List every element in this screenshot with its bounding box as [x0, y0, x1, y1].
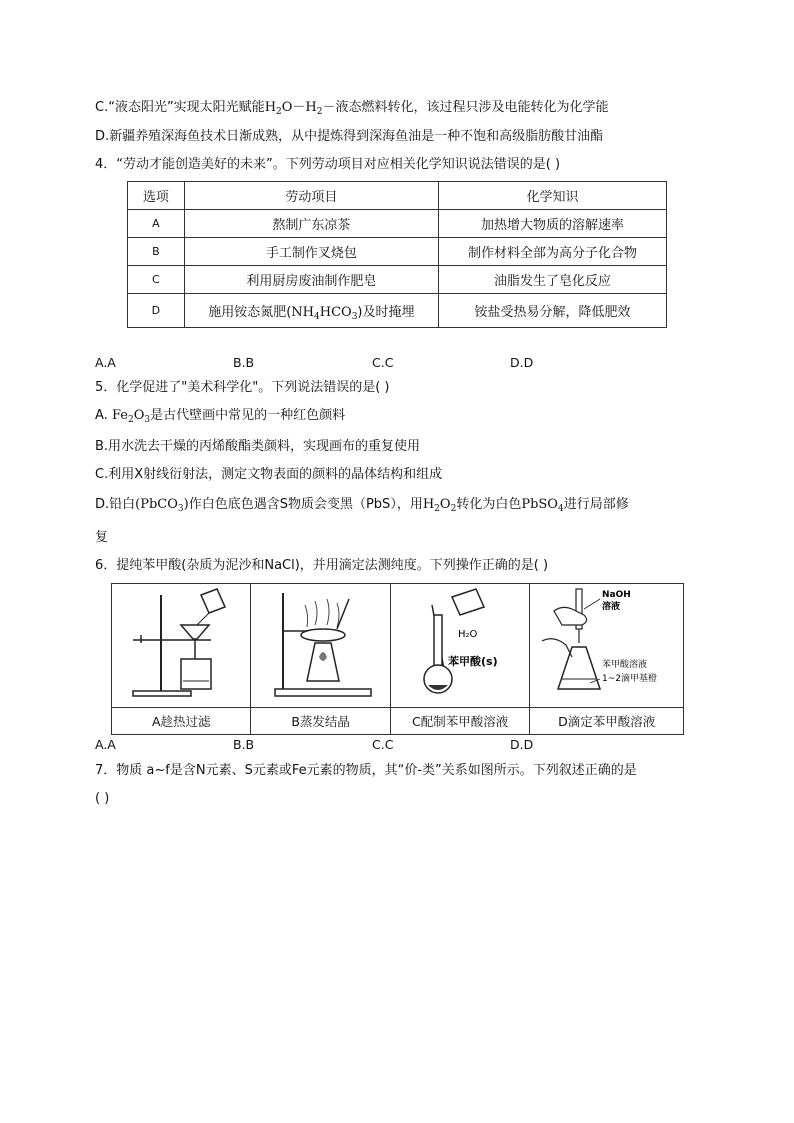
q5-d-prefix: D.铅白 — [95, 497, 136, 512]
q5-stem: 5．化学促进了"美术科学化"。下列说法错误的是( ) — [95, 380, 390, 395]
q3-c-prefix: C.“液态阳光”实现太阳光赋能 — [95, 100, 265, 115]
q5-a-prefix: A. — [95, 408, 108, 423]
q6-caption-d: D滴定苯甲酸溶液 — [530, 708, 684, 735]
q5-d-formula-1: (PbCO$_3$) — [135, 497, 189, 514]
q4-row-d-project-prefix: 施用铵态氮肥( — [208, 305, 292, 320]
filtration-apparatus-icon — [113, 585, 249, 703]
q4-row-b-knowledge: 制作材料全部为高分子化合物 — [438, 238, 666, 266]
q4-row-d-project — [184, 294, 438, 328]
q4-choice-c[interactable]: C.C — [372, 355, 394, 370]
q7-stem-continued: ( ) — [95, 791, 110, 806]
q4-row-c-knowledge: 油脂发生了皂化反应 — [438, 266, 666, 294]
q4-row-c-project: 利用厨房废油制作肥皂 — [184, 266, 438, 294]
q4-row-d-formula: $NH_4HCO_3$ — [291, 305, 358, 322]
q4-row-b-project: 手工制作叉烧包 — [184, 238, 438, 266]
q3-option-d: D.新疆养殖深海鱼技术日渐成熟，从中提炼得到深海鱼油是一种不饱和高级脂肪酸甘油酯 — [95, 129, 604, 144]
q3-c-suffix: 液态燃料转化，该过程只涉及电能转化为化学能 — [335, 100, 609, 115]
q4-row-a-project: 熬制广东凉茶 — [184, 210, 438, 238]
q6-apparatus-figure — [111, 583, 684, 735]
q6-caption-c: C配制苯甲酸溶液 — [390, 708, 529, 735]
q5-a-formula: $Fe_2O_3$ — [111, 408, 151, 425]
q6-panel-a — [112, 584, 251, 708]
q5-d-mid-1: 作白色底色遇含S物质会变黑（PbS），用 — [188, 497, 423, 512]
q5-option-d — [95, 495, 629, 515]
q6-stem: 6．提纯苯甲酸(杂质为泥沙和NaCl)，并用滴定法测纯度。下列操作正确的是( ) — [95, 558, 549, 573]
q4-header-project: 劳动项目 — [184, 182, 438, 210]
q4-row-d-project-suffix: )及时掩埋 — [357, 305, 415, 320]
q4-header-knowledge: 化学知识 — [438, 182, 666, 210]
q4-row-b-option: B — [128, 238, 185, 266]
q7-stem: 7．物质 a~f是含N元素、S元素或Fe元素的物质，其“价-类”关系如图所示。下列叙述正确的是 — [95, 763, 637, 778]
q4-row-d-knowledge: 铵盐受热易分解，降低肥效 — [438, 294, 666, 328]
q5-option-a — [95, 406, 345, 426]
titration-apparatus-icon — [532, 585, 682, 703]
volumetric-flask-icon — [392, 585, 528, 703]
panel-d-naoh-label: NaOH — [601, 589, 631, 600]
q6-caption-b: B蒸发结晶 — [251, 708, 390, 735]
q5-d-formula-3: PbSO$_4$ — [521, 497, 564, 514]
q6-panel-d — [530, 584, 684, 708]
q6-choice-c[interactable]: C.C — [372, 737, 394, 752]
q5-option-c: C.利用X射线衍射法，测定文物表面的颜料的晶体结构和组成 — [95, 467, 443, 482]
q6-caption-a: A趁热过滤 — [112, 708, 251, 735]
q5-a-suffix: 是古代壁画中常见的一种红色颜料 — [150, 408, 346, 423]
q4-row-c-option: C — [128, 266, 185, 294]
q3-c-formula: $H_2O-H_2-$ — [264, 100, 336, 117]
q6-choice-a[interactable]: A.A — [95, 737, 116, 752]
q6-panel-c — [390, 584, 529, 708]
q5-d-mid-2: 转化为白色 — [456, 497, 522, 512]
q3-option-c — [95, 98, 609, 118]
q5-option-b: B.用水洗去干燥的丙烯酸酯类颜料，实现画布的重复使用 — [95, 439, 421, 454]
q4-row-a-option: A — [128, 210, 185, 238]
panel-c-water-label: H₂O — [458, 628, 478, 640]
q4-table — [127, 181, 667, 328]
q4-header-option: 选项 — [128, 182, 185, 210]
q4-choice-b[interactable]: B.B — [233, 355, 255, 370]
q4-row-d-option: D — [128, 294, 185, 328]
panel-c-solid-label: 苯甲酸(s) — [448, 654, 498, 668]
q6-panel-b — [251, 584, 390, 708]
panel-d-solution-label: 苯甲酸溶液 — [601, 659, 647, 670]
evaporation-apparatus-icon — [253, 585, 389, 703]
q6-choice-b[interactable]: B.B — [233, 737, 255, 752]
q4-choice-d[interactable]: D.D — [510, 355, 534, 370]
q4-row-a-knowledge: 加热增大物质的溶解速率 — [438, 210, 666, 238]
q6-choice-d[interactable]: D.D — [510, 737, 534, 752]
q5-d-formula-2: $H_2O_2$ — [422, 497, 457, 514]
panel-d-naoh-solution-label: 溶液 — [601, 601, 620, 612]
q4-choice-a[interactable]: A.A — [95, 355, 116, 370]
q5-d-suffix: 进行局部修 — [563, 497, 629, 512]
q5-option-d-continued: 复 — [95, 530, 109, 545]
panel-d-indicator-label: 1~2滴甲基橙 — [601, 673, 657, 684]
q4-stem: 4．“劳动才能创造美好的未来”。下列劳动项目对应相关化学知识说法错误的是( ) — [95, 157, 561, 172]
